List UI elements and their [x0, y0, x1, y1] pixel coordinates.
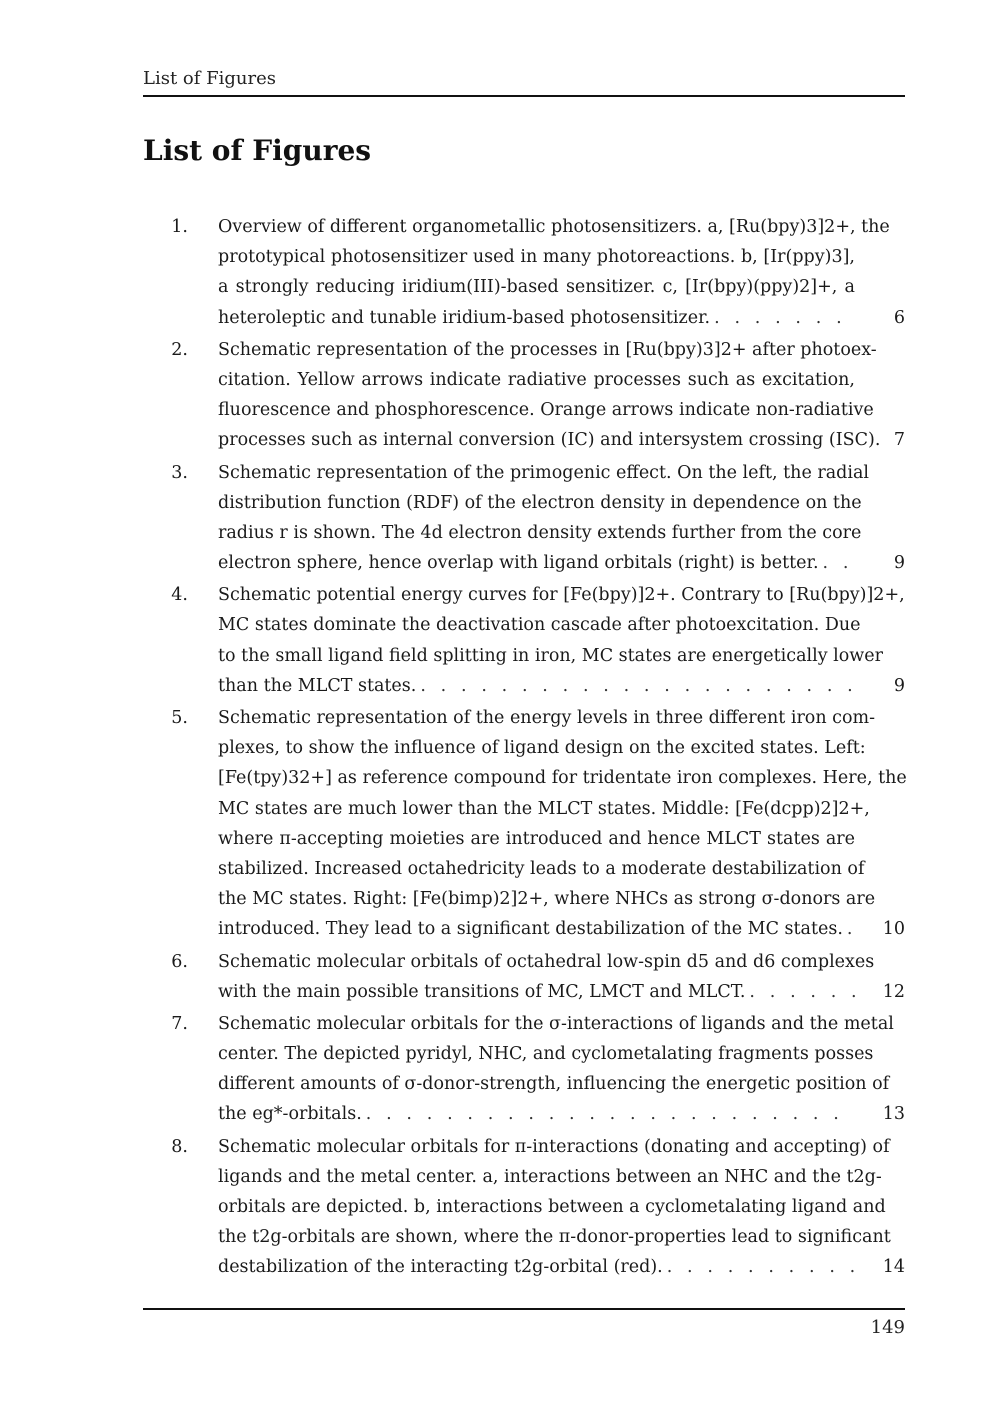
caption-line-last [218, 548, 855, 578]
caption-line: Schematic molecular orbitals for π-interactions (donating and accepting) of [218, 1136, 890, 1157]
entry-number: 8. [171, 1136, 188, 1157]
page-title: List of Figures [143, 134, 372, 167]
caption-line: prototypical photosensitizer used in many photoreactions. b, [Ir(ppy)3], [218, 247, 855, 268]
figure-list [143, 212, 905, 1285]
caption-line: a strongly reducing iridium(III)-based sensitizer. c, [Ir(bpy)(ppy)2]+, a [218, 277, 855, 298]
dot-leader [843, 914, 855, 944]
entry-page-number[interactable]: 9 [893, 553, 905, 574]
caption-line: MC states are much lower than the MLCT states. Middle: [Fe(dcpp)2]2+, [218, 798, 870, 819]
caption-line-last [218, 303, 855, 333]
figure-entry-6[interactable] [143, 947, 905, 1007]
figure-entry-4[interactable] [143, 580, 905, 701]
entry-caption [218, 1132, 891, 1283]
figure-entry-5[interactable] [143, 703, 905, 945]
page-number: 149 [870, 1317, 905, 1338]
caption-line: center. The depicted pyridyl, NHC, and cyclometalating fragments posses [218, 1044, 874, 1065]
dot-leader [819, 548, 855, 578]
caption-line: Schematic molecular orbitals for the σ-interactions of ligands and the metal [218, 1013, 894, 1034]
caption-line: distribution function (RDF) of the electron density in dependence on the [218, 492, 862, 513]
caption-text: destabilization of the interacting t2g-orbital (red). [218, 1257, 663, 1278]
caption-line: Schematic representation of the primogenic effect. On the left, the radial [218, 462, 869, 483]
caption-line-last [218, 425, 881, 455]
caption-text: than the MLCT states. [218, 675, 417, 696]
caption-line: plexes, to show the influence of ligand design on the excited states. Left: [218, 738, 866, 759]
entry-number: 7. [171, 1013, 188, 1034]
caption-line: orbitals are depicted. b, interactions between a cyclometalating ligand and [218, 1197, 886, 1217]
caption-line: the t2g-orbitals are shown, where the π-donor-properties lead to significant [218, 1227, 891, 1248]
caption-line: different amounts of σ-donor-strength, influencing the energetic position of [218, 1074, 890, 1095]
entry-caption [218, 335, 881, 456]
entry-page-number[interactable]: 13 [882, 1104, 905, 1125]
caption-line: the MC states. Right: [Fe(bimp)2]2+, where NHCs as strong σ-donors are [218, 889, 876, 910]
entry-number: 3. [171, 462, 188, 483]
caption-line: radius r is shown. The 4d electron density extends further from the core [218, 522, 862, 543]
caption-line-last [218, 1099, 855, 1129]
dot-leader [416, 671, 855, 701]
caption-line: citation. Yellow arrows indicate radiative processes such as excitation, [218, 369, 855, 390]
entry-page-number[interactable]: 6 [893, 307, 905, 328]
figure-entry-7[interactable] [143, 1009, 905, 1130]
caption-line-last [218, 671, 855, 701]
caption-line: Schematic representation of the energy levels in three different iron com- [218, 708, 876, 728]
caption-line-last [218, 1252, 855, 1282]
figure-entry-1[interactable] [143, 212, 905, 333]
entry-number: 6. [171, 951, 188, 972]
entry-page-number[interactable]: 9 [893, 675, 905, 696]
figure-entry-2[interactable] [143, 335, 905, 456]
caption-line: [Fe(tpy)32+] as reference compound for tridentate iron complexes. Here, the [218, 768, 907, 789]
entry-page-number[interactable]: 14 [882, 1257, 905, 1278]
entry-caption [218, 458, 869, 579]
caption-line: Schematic representation of the processes in [Ru(bpy)3]2+ after photoex- [218, 339, 877, 360]
entry-number: 4. [171, 585, 188, 606]
caption-line: Overview of different organometallic photosensitizers. a, [Ru(bpy)3]2+, the [218, 217, 890, 237]
caption-text: processes such as internal conversion (IC) and intersystem crossing (ISC). [218, 430, 881, 451]
dot-leader [745, 977, 855, 1007]
caption-text: the eg*-orbitals. [218, 1104, 362, 1125]
footer-rule [143, 1308, 905, 1310]
caption-line: stabilized. Increased octahedricity leads to a moderate destabilization of [218, 858, 865, 879]
caption-line: Schematic potential energy curves for [Fe(bpy)]2+. Contrary to [Ru(bpy)]2+, [218, 585, 905, 606]
entry-page-number[interactable]: 7 [893, 430, 905, 451]
dot-leader [663, 1252, 855, 1282]
figure-entry-3[interactable] [143, 458, 905, 579]
dot-leader [362, 1099, 855, 1129]
header-rule [143, 95, 905, 97]
entry-number: 5. [171, 708, 188, 728]
caption-text: electron sphere, hence overlap with ligand orbitals (right) is better. [218, 553, 819, 574]
caption-line: MC states dominate the deactivation cascade after photoexcitation. Due [218, 615, 861, 636]
caption-line-last [218, 914, 855, 944]
caption-text: heteroleptic and tunable iridium-based photosensitizer. [218, 307, 711, 328]
entry-page-number[interactable]: 10 [882, 919, 905, 940]
entry-caption [218, 580, 905, 701]
caption-line-last [218, 977, 855, 1007]
dot-leader [710, 303, 855, 333]
figure-entry-8[interactable] [143, 1132, 905, 1283]
caption-line: ligands and the metal center. a, interactions between an NHC and the t2g- [218, 1166, 882, 1187]
caption-line: to the small ligand field splitting in iron, MC states are energetically lower [218, 645, 883, 666]
entry-number: 2. [171, 339, 188, 360]
caption-text: introduced. They lead to a significant destabilization of the MC states. [218, 919, 843, 940]
entry-caption [218, 947, 875, 1007]
running-header: List of Figures [143, 68, 276, 89]
entry-number: 1. [171, 217, 188, 237]
caption-line: fluorescence and phosphorescence. Orange arrows indicate non-radiative [218, 400, 874, 421]
entry-caption [218, 212, 890, 333]
caption-line: Schematic molecular orbitals of octahedral low-spin d5 and d6 complexes [218, 951, 875, 972]
caption-line: where π-accepting moieties are introduced and hence MLCT states are [218, 828, 855, 849]
caption-text: with the main possible transitions of MC, LMCT and MLCT. [218, 981, 746, 1002]
entry-page-number[interactable]: 12 [882, 981, 905, 1002]
